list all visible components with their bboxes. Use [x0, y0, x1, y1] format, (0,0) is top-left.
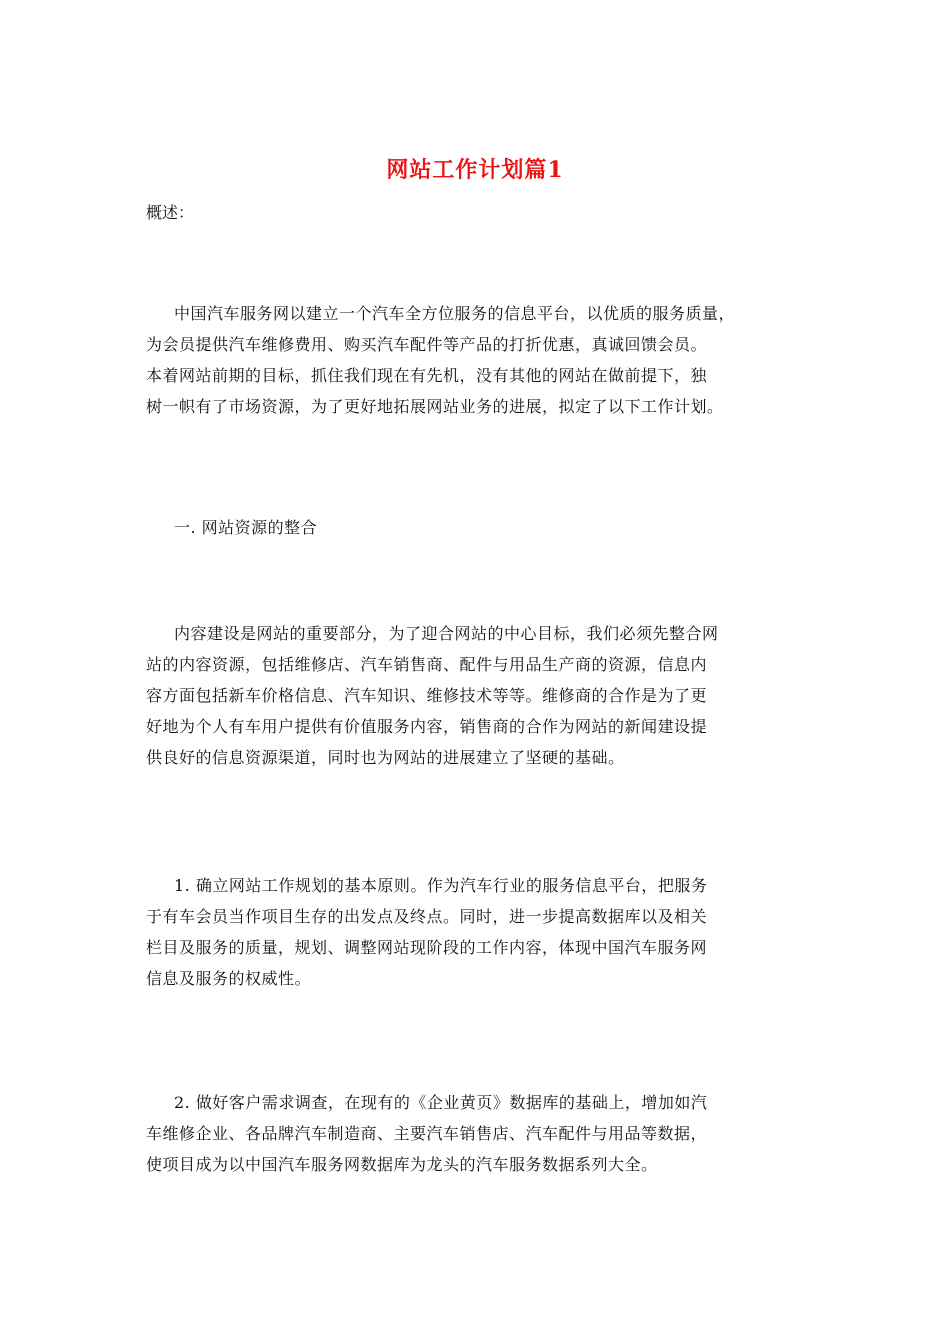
item2-paragraph — [146, 1087, 806, 1180]
document-title: 网站工作计划篇1 — [386, 157, 564, 183]
item1-paragraph — [146, 870, 806, 994]
section1-line: 容方面包括新车价格信息、汽车知识、维修技术等等。维修商的合作是为了更 — [146, 686, 708, 705]
item1-line: 信息及服务的权威性。 — [146, 969, 312, 988]
item1-line: 1. 确立网站工作规划的基本原则。作为汽车行业的服务信息平台，把服务 — [174, 876, 708, 895]
item2-line: 2. 做好客户需求调查，在现有的《企业黄页》数据库的基础上，增加如汽 — [174, 1093, 708, 1112]
section1-line: 供良好的信息资源渠道，同时也为网站的进展建立了坚硬的基础。 — [146, 748, 625, 767]
item1-line: 栏目及服务的质量，规划、调整网站现阶段的工作内容，体现中国汽车服务网 — [146, 938, 708, 957]
item2-line: 车维修企业、各品牌汽车制造商、主要汽车销售店、汽车配件与用品等数据， — [146, 1124, 708, 1143]
intro-line: 本着网站前期的目标，抓住我们现在有先机，没有其他的网站在做前提下，独 — [146, 366, 708, 385]
intro-line: 为会员提供汽车维修费用、购买汽车配件等产品的打折优惠，真诚回馈会员。 — [146, 335, 708, 354]
section1-heading: 一. 网站资源的整合 — [174, 518, 318, 537]
section1-paragraph — [146, 618, 806, 773]
overview-label: 概述： — [146, 203, 195, 222]
section1-line: 内容建设是网站的重要部分，为了迎合网站的中心目标，我们必须先整合网 — [174, 624, 719, 643]
intro-paragraph — [146, 298, 806, 422]
intro-line: 中国汽车服务网以建立一个汽车全方位服务的信息平台，以优质的服务质量， — [174, 304, 736, 323]
section1-line: 好地为个人有车用户提供有价值服务内容，销售商的合作为网站的新闻建设提 — [146, 717, 708, 736]
item2-line: 使项目成为以中国汽车服务网数据库为龙头的汽车服务数据系列大全。 — [146, 1155, 658, 1174]
item1-line: 于有车会员当作项目生存的出发点及终点。同时，进一步提高数据库以及相关 — [146, 907, 708, 926]
section1-line: 站的内容资源，包括维修店、汽车销售商、配件与用品生产商的资源，信息内 — [146, 655, 708, 674]
intro-line: 树一帜有了市场资源，为了更好地拓展网站业务的进展，拟定了以下工作计划。 — [146, 397, 724, 416]
